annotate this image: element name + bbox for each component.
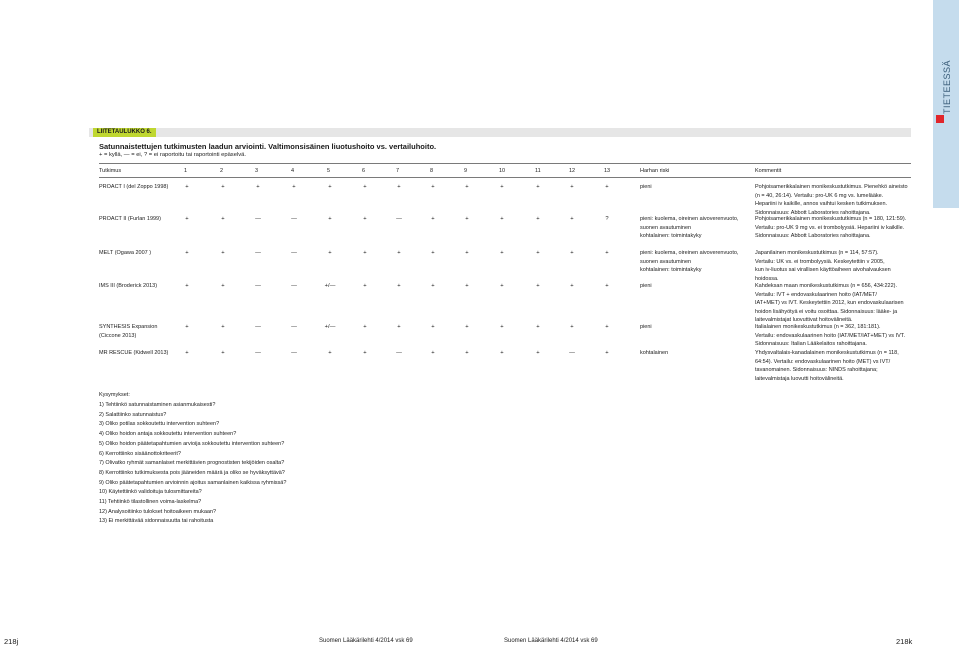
- criterion-mark: —: [255, 216, 261, 222]
- header-bias-risk: Harhan riski: [640, 168, 670, 174]
- criterion-mark: +: [397, 250, 401, 256]
- criterion-mark: +: [500, 250, 504, 256]
- criterion-mark: +: [605, 184, 609, 190]
- criterion-mark: ?: [605, 216, 609, 222]
- header-criterion: 2: [220, 168, 224, 174]
- bias-risk: pieni: [640, 283, 652, 289]
- criterion-mark: +: [465, 350, 469, 356]
- criterion-mark: —: [569, 350, 575, 356]
- criterion-mark: +: [256, 184, 260, 190]
- question-item: 10) Käytettiinkö validoituja tulosmittareita?: [99, 489, 202, 496]
- header-criterion: 5: [327, 168, 331, 174]
- comment-line: (n = 40, 26:14). Vertailu: pro-UK 6 mg vs. lumelääke.: [755, 192, 884, 199]
- criterion-mark: +: [465, 216, 469, 222]
- comment-line: Sidonnaisuus: Abbott Laboratories rahoittajana.: [755, 233, 871, 240]
- comment-line: Pohjoisamerikkalainen monikeskustutkimus. Pienehkö aineisto: [755, 184, 908, 190]
- question-item: 7) Olivatko ryhmät samanlaiset merkittävien prognostisten tekijöiden osalta?: [99, 460, 285, 467]
- criterion-mark: +: [185, 184, 189, 190]
- criterion-mark: +: [292, 184, 296, 190]
- header-criterion: 10: [499, 168, 506, 174]
- criterion-mark: +: [536, 250, 540, 256]
- criterion-mark: +: [431, 324, 435, 330]
- criterion-mark: —: [291, 250, 297, 256]
- criterion-mark: +: [363, 250, 367, 256]
- criterion-mark: +: [221, 350, 225, 356]
- criterion-mark: +: [431, 216, 435, 222]
- criterion-mark: +: [431, 250, 435, 256]
- criterion-mark: +: [221, 184, 225, 190]
- question-item: 8) Kerrottiinko tutkimuksesta pois jääneiden määrä ja oliko se hyväksyttävä?: [99, 469, 285, 476]
- comment-line: laitevalmistaja luovutti hoitovälineitä.: [755, 375, 844, 382]
- criterion-mark: +: [465, 250, 469, 256]
- questions-heading: Kysymykset:: [99, 392, 130, 398]
- appendix-band: [89, 128, 911, 137]
- criterion-mark: +: [185, 283, 189, 289]
- comment-line: Kahdeksan maan monikeskustutkimus (n = 656, 434:222).: [755, 283, 898, 289]
- table-legend: + = kyllä, — = ei, ? = ei raportoitu tai raportointi epäselvä.: [99, 152, 246, 158]
- left-journal-footer: Suomen Lääkärilehti 4/2014 vsk 69: [319, 638, 413, 644]
- comment-line: Pohjoisamerikkalainen monikeskustutkimus (n = 180, 121:59).: [755, 216, 907, 222]
- question-item: 13) Ei merkittävää sidonnaisuutta tai rahoitusta: [99, 518, 214, 525]
- left-page-number: 218j: [4, 637, 19, 646]
- criterion-mark: +: [465, 324, 469, 330]
- bias-risk: kohtalainen: toimintakyky: [640, 233, 702, 240]
- header-criterion: 9: [464, 168, 468, 174]
- criterion-mark: +: [431, 283, 435, 289]
- study-name: PROACT II (Furlan 1999): [99, 216, 161, 222]
- criterion-mark: +: [431, 184, 435, 190]
- criterion-mark: +: [397, 184, 401, 190]
- comment-line: laitevalmistajat luovuttivat hoitovälineitä.: [755, 317, 853, 324]
- bias-risk: suonen avautuminen: [640, 224, 692, 231]
- criterion-mark: +: [328, 350, 332, 356]
- section-label: TIETEESSÄ: [942, 60, 952, 115]
- comment-line: Vertailu: UK vs. ei trombolyysiä. Keskeytettiin v 2005,: [755, 258, 885, 265]
- question-item: 9) Oliko päätetapahtumien arvioinnin ajoitus samanlainen kaikissa ryhmissä?: [99, 479, 287, 486]
- bias-risk: kohtalainen: [640, 350, 669, 356]
- comment-line: 64:54). Vertailu: endovaskulaarinen hoito (MET) vs IVT/: [755, 358, 891, 365]
- criterion-mark: +: [465, 283, 469, 289]
- criterion-mark: —: [291, 216, 297, 222]
- comment-line: hoidossa.: [755, 275, 779, 282]
- header-comments: Kommentit: [755, 168, 782, 174]
- criterion-mark: +: [570, 216, 574, 222]
- criterion-mark: —: [255, 250, 261, 256]
- header-criterion: 7: [396, 168, 400, 174]
- criterion-mark: +: [221, 324, 225, 330]
- comment-line: Vertailu: pro-UK 9 mg vs. ei trombolyysiä. Hepariini iv kaikille.: [755, 224, 905, 231]
- comment-line: Sidonnaisuus: Italian Lääkelaitos rahoittajana.: [755, 341, 867, 348]
- criterion-mark: +: [363, 350, 367, 356]
- comment-line: Vertailu: IVT + endovaskulaarinen hoito (IAT/MET/: [755, 291, 877, 298]
- criterion-mark: +: [363, 216, 367, 222]
- bias-risk: pieni: [640, 324, 652, 330]
- criterion-mark: +: [328, 250, 332, 256]
- study-name: (Ciccone 2013): [99, 332, 137, 339]
- comment-line: Sidonnaisuus: Abbott Laboratories rahoittajana.: [755, 209, 871, 216]
- right-journal-footer: Suomen Lääkärilehti 4/2014 vsk 69: [504, 638, 598, 644]
- question-item: 5) Oliko hoidon päätetapahtumien arvioija sokkoutettu intervention suhteen?: [99, 440, 285, 447]
- bias-risk: suonen avautuminen: [640, 258, 692, 265]
- criterion-mark: +: [570, 324, 574, 330]
- criterion-mark: +: [500, 283, 504, 289]
- criterion-mark: +: [570, 184, 574, 190]
- question-item: 11) Tehtiinkö tilastollinen voima-laskelma?: [99, 499, 202, 505]
- criterion-mark: +: [221, 216, 225, 222]
- criterion-mark: +: [397, 283, 401, 289]
- header-criterion: 6: [362, 168, 366, 174]
- header-criterion: 1: [184, 168, 188, 174]
- table-title: Satunnaistettujen tutkimusten laadun arviointi. Valtimonsisäinen liuotushoito vs. vertailuhoito.: [99, 142, 437, 151]
- comment-line: Italialainen monikeskustutkimus (n = 362, 181:181).: [755, 324, 881, 330]
- question-item: 3) Oliko potilas sokkoutettu intervention suhteen?: [99, 421, 220, 428]
- criterion-mark: —: [291, 350, 297, 356]
- criterion-mark: +: [500, 216, 504, 222]
- criterion-mark: —: [255, 350, 261, 356]
- criterion-mark: +: [536, 216, 540, 222]
- bias-risk: pieni: kuolema, oireinen aivoverenvuoto,: [640, 216, 739, 222]
- study-name: PROACT I (del Zoppo 1998): [99, 184, 169, 190]
- section-marker-icon: [936, 115, 944, 123]
- comment-line: IAT+MET) vs IVT. Keskeytettiin 2012, kun endovaskulaarisen: [755, 300, 904, 307]
- criterion-mark: +: [185, 216, 189, 222]
- criterion-mark: +: [363, 184, 367, 190]
- bias-risk: pieni: kuolema, oireinen aivoverenvuoto,: [640, 250, 739, 256]
- criterion-mark: +: [328, 184, 332, 190]
- comment-line: kun iv-liuotus sai virallisen käyttöaiheen aivohalvauksen: [755, 267, 891, 274]
- header-criterion: 8: [430, 168, 434, 174]
- criterion-mark: +: [500, 184, 504, 190]
- table-rule: [99, 163, 911, 164]
- bias-risk: pieni: [640, 184, 652, 190]
- criterion-mark: +/—: [324, 324, 336, 330]
- question-item: 1) Tehtiinkö satunnaistaminen asianmukaisesti?: [99, 402, 216, 408]
- criterion-mark: +: [328, 216, 332, 222]
- criterion-mark: —: [396, 350, 402, 356]
- question-item: 2) Salattiinko satunnaistus?: [99, 411, 167, 418]
- criterion-mark: —: [291, 283, 297, 289]
- criterion-mark: +: [363, 283, 367, 289]
- criterion-mark: +: [397, 324, 401, 330]
- criterion-mark: +: [185, 350, 189, 356]
- criterion-mark: +: [605, 250, 609, 256]
- criterion-mark: +: [221, 250, 225, 256]
- criterion-mark: —: [396, 216, 402, 222]
- question-item: 12) Analysoitiinko tulokset hoitoaikeen mukaan?: [99, 508, 217, 515]
- header-criterion: 3: [255, 168, 259, 174]
- study-name: IMS III (Broderick 2013): [99, 283, 158, 289]
- comment-line: Vertailu: endovaskulaarinen hoito (IAT/MET/IAT+MET) vs IVT.: [755, 332, 906, 339]
- comment-line: Japanilainen monikeskustutkimus (n = 114, 57:57).: [755, 250, 879, 256]
- bias-risk: kohtalainen: toimintakyky: [640, 267, 702, 274]
- study-name: MR RESCUE (Kidwell 2013): [99, 350, 169, 356]
- criterion-mark: —: [255, 324, 261, 330]
- criterion-mark: —: [291, 324, 297, 330]
- header-criterion: 13: [604, 168, 611, 174]
- criterion-mark: +: [465, 184, 469, 190]
- comment-line: tavanomainen. Sidonnaisuus: NINDS rahoittajana;: [755, 367, 878, 374]
- table-rule: [99, 177, 911, 178]
- criterion-mark: +: [536, 184, 540, 190]
- criterion-mark: +: [500, 350, 504, 356]
- criterion-mark: +: [570, 250, 574, 256]
- criterion-mark: +: [605, 324, 609, 330]
- header-study: Tutkimus: [99, 168, 122, 174]
- criterion-mark: +: [185, 324, 189, 330]
- appendix-tag: LIITETAULUKKO 6.: [93, 128, 156, 137]
- criterion-mark: —: [255, 283, 261, 289]
- criterion-mark: +: [500, 324, 504, 330]
- criterion-mark: +: [431, 350, 435, 356]
- criterion-mark: +: [536, 283, 540, 289]
- criterion-mark: +: [363, 324, 367, 330]
- criterion-mark: +: [536, 324, 540, 330]
- comment-line: Yhdysvaltalais-kanadalainen monikeskustutkimus (n = 118,: [755, 350, 899, 356]
- criterion-mark: +: [536, 350, 540, 356]
- criterion-mark: +: [605, 283, 609, 289]
- study-name: MELT (Ogawa 2007 ): [99, 250, 152, 256]
- criterion-mark: +: [605, 350, 609, 356]
- header-criterion: 11: [535, 168, 541, 174]
- comment-line: Hepariini iv kaikille, annos vaihtui kesken tutkimuksen.: [755, 201, 888, 208]
- right-page-number: 218k: [896, 637, 913, 646]
- question-item: 4) Oliko hoidon antaja sokkoutettu intervention suhteen?: [99, 431, 237, 438]
- criterion-mark: +: [221, 283, 225, 289]
- criterion-mark: +: [570, 283, 574, 289]
- criterion-mark: +: [185, 250, 189, 256]
- question-item: 6) Kerrottiinko sisäänottokriteerit?: [99, 450, 181, 457]
- header-criterion: 12: [569, 168, 576, 174]
- criterion-mark: +/—: [324, 283, 336, 289]
- header-criterion: 4: [291, 168, 295, 174]
- comment-line: hoidon lisähyötyä ei voitu osoittaa. Sidonnaisuus: lääke- ja: [755, 308, 898, 315]
- study-name: SYNTHESIS Expansion: [99, 324, 158, 330]
